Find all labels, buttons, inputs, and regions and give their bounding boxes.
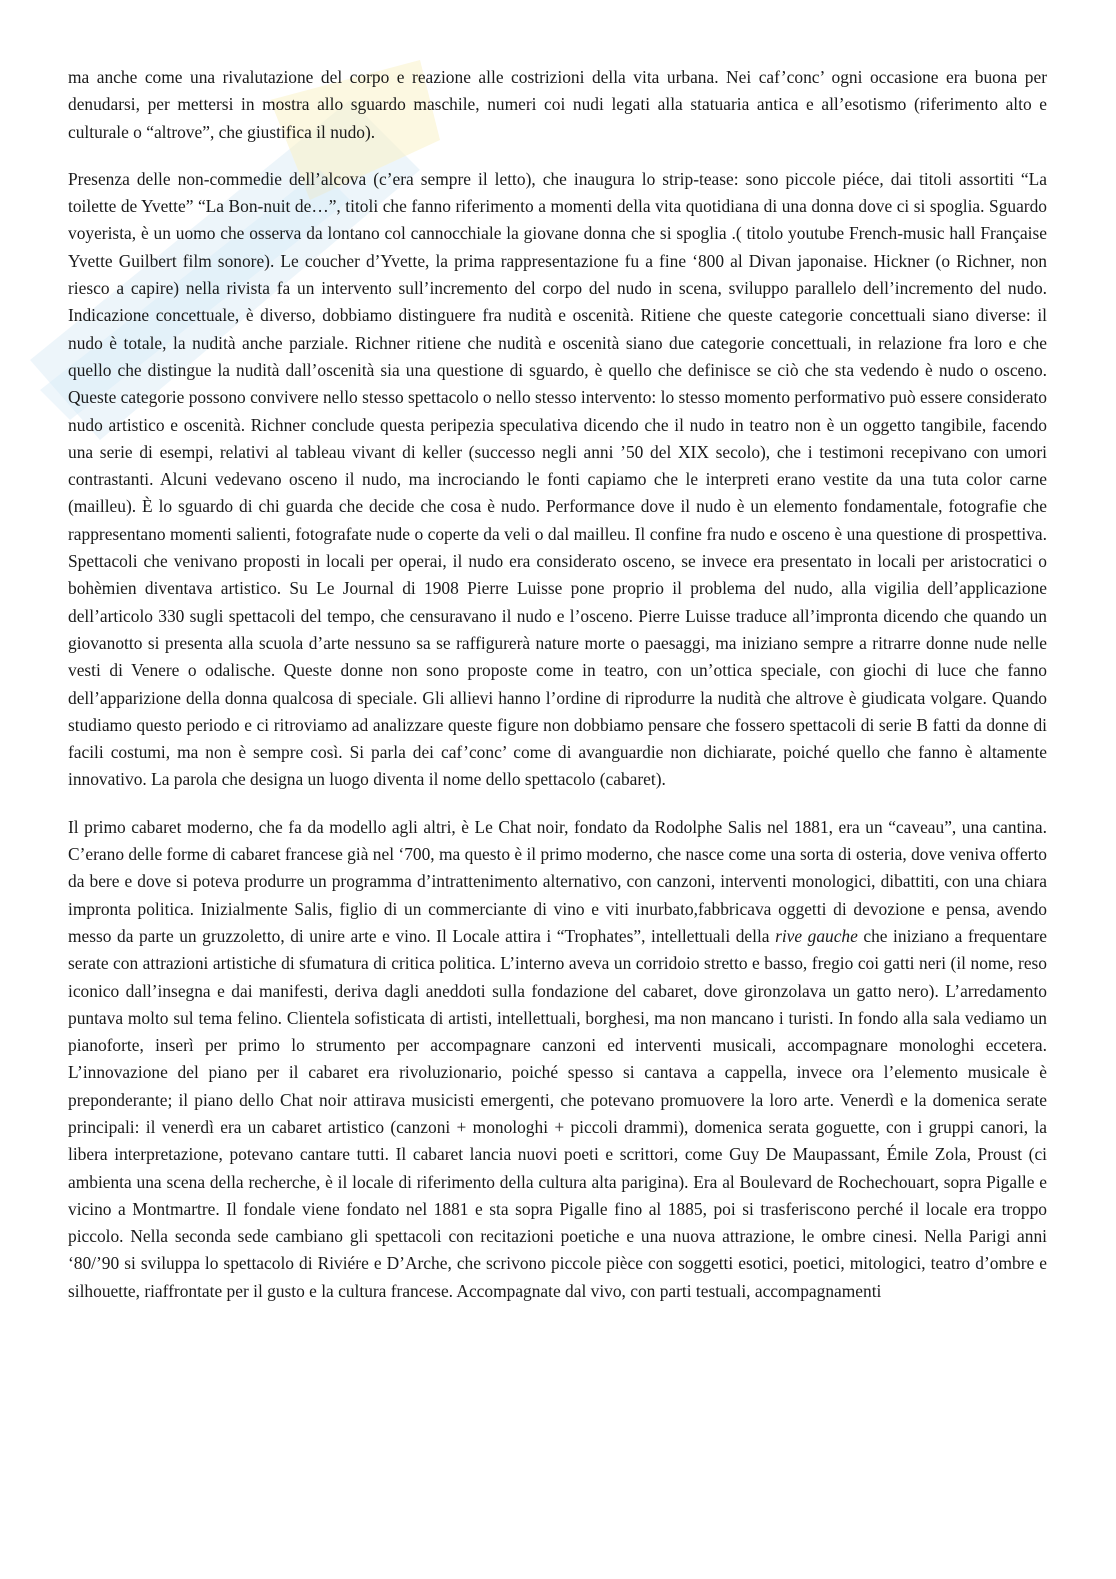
- italic-rive-gauche: rive gauche: [775, 925, 858, 946]
- paragraph-3-part-1: Il primo cabaret moderno, che fa da modello agli altri, è Le Chat noir, fondato da Rodolphe Salis nel 1881, era un “caveau”, una cantina. C’erano delle forme di cabaret francese già nel ‘700, ma questo è il primo moderno, che nasce come una sorta di osteria, dove veniva offerto da bere e dove si poteva produrre un programma d’intrattenimento alternativo, con canzoni, interventi monologici, dibattiti, con una chiara impronta politica. Inizialmente Salis, figlio di un commerciante di vino e viti inurbato,fabbricava oggetti di devozione e pensa, avendo messo da parte un gruzzoletto, di unire arte e vino. Il Locale attira i “Trophates”, intellettuali della: [68, 816, 1047, 946]
- paragraph-3-part-2: che iniziano a frequentare serate con attrazioni artistiche di sfumatura di critica politica. L’interno aveva un corridoio stretto e basso, fregio coi gatti neri (il nome, reso iconico dall’insegna e dai manifesti, deriva dagli aneddoti sulla fondazione del cabaret, dove gironzolava un gatto nero). L’arredamento puntava molto sul tema felino. Clientela sofisticata di artisti, intellettuali, borghesi, ma non mancano i turisti. In fondo alla sala vediamo un pianoforte, inserì per primo lo strumento per accompagnare canzoni ed interventi musicali, accompagnare monologhi eccetera. L’innovazione del piano per il cabaret era rivoluzionario, poiché spesso si cantava a cappella, invece ora l’elemento musicale è preponderante; il piano dello Chat noir attirava musicisti emergenti, che potevano promuovere la loro arte. Venerdì e la domenica serate principali: il venerdì era un cabaret artistico (canzoni + monologhi + piccoli drammi), domenica serata goguette, con i gruppi canori, la libera interpretazione, potevano cantare tutti. Il cabaret lancia nuovi poeti e scrittori, come Guy De Maupassant, Émile Zola, Proust (ci ambienta una scena della recherche, è il locale di riferimento della cultura alta parigina). Era al Boulevard de Rochechouart, sopra Pigalle e vicino a Montmartre. Il fondale viene fondato nel 1881 e sta sopra Pigalle fino al 1885, poi si trasferiscono perché il locale era troppo piccolo. Nella seconda sede cambiano gli spettacoli con recitazioni poetiche e una nuova attrazione, le ombre cinesi. Nella Parigi anni ‘80/’90 si sviluppa lo spettacolo di Riviére e D’Arche, che scrivono piccole pièce con soggetti esotici, poetici, mitologici, teatro d’ombre e silhouette, riaffrontate per il gusto e la cultura francese. Accompagnate dal vivo, con parti testuali, accompagnamenti: [68, 925, 1048, 1301]
- paragraph-1: ma anche come una rivalutazione del corpo e reazione alle costrizioni della vita urbana. Nei caf’conc’ ogni occasione era buona per denudarsi, per mettersi in mostra allo sguardo maschile, numeri coi nudi legati alla statuaria antica e all’esotismo (riferimento alto e culturale o “altrove”, che giustifica il nudo).: [68, 67, 1047, 142]
- document-body: [68, 64, 1047, 1325]
- paragraph-3: [68, 814, 1047, 1305]
- paragraph-2: Presenza delle non-commedie dell’alcova (c’era sempre il letto), che inaugura lo strip-tease: sono piccole piéce, dai titoli assortiti “La toilette de Yvette” “La Bon-nuit de…”, titoli che fanno riferimento a momenti della vita quotidiana di una donna dove ci si spoglia. Sguardo voyerista, è un uomo che osserva da lontano col cannocchiale la giovane donna che si spoglia .( titolo youtube French-music hall Française Yvette Guilbert film sonore). Le coucher d’Yvette, la prima rappresentazione fu a fine ‘800 al Divan japonaise. Hickner (o Richner, non riesco a capire) nella rivista fa un intervento sull’incremento del corpo del nudo in scena, sviluppo parallelo dell’incremento del nudo. Indicazione concettuale, è diverso, dobbiamo distinguere fra nudità e oscenità. Ritiene che queste categorie concettuali siano diverse: il nudo è totale, la nudità anche parziale. Richner ritiene che nudità e oscenità siano due categorie concettuali, in relazione fra loro e che quello che distingue la nudità dall’oscenità sia una questione di sguardo, è quello che definisce se ciò che sta vedendo è nudo o osceno. Queste categorie possono convivere nello stesso spettacolo o nello stesso intervento: lo stesso momento performativo può essere considerato nudo artistico e oscenità. Richner conclude questa peripezia speculativa dicendo che il nudo in teatro non è un oggetto tangibile, facendo una serie di esempi, relativi al tableau vivant di keller (successo negli anni ’50 del XIX secolo), che i testimoni recepivano con umori contrastanti. Alcuni vedevano osceno il nudo, ma incrociando le fonti capiamo che le interpreti erano vestite da una tuta color carne (mailleu). È lo sguardo di chi guarda che decide che cosa è nudo. Performance dove il nudo è un elemento fondamentale, fotografie che rappresentano momenti salienti, fotografate nude o coperte da veli o dal mailleu. Il confine fra nudo e osceno è una questione di prospettiva. Spettacoli che venivano proposti in locali per operai, il nudo era considerato osceno, se invece era presentato in locali per aristocratici o bohèmien diventava artistico. Su Le Journal di 1908 Pierre Luisse pone proprio il problema del nudo, alla vigilia dell’applicazione dell’articolo 330 sugli spettacoli del tempo, che censuravano il nudo e l’osceno. Pierre Luisse traduce all’impronta dicendo che quando un giovanotto si presenta alla scuola d’arte nessuno sa se raffigurerà nature morte o paesaggi, ma iniziano sempre a ritrarre donne nude nelle vesti di Venere o odalische. Queste donne non sono proposte come in teatro, con un’ottica speciale, con giochi di luce che fanno dell’apparizione della donna qualcosa di speciale. Gli allievi hanno l’ordine di riprodurre la nudità che altrove è giudicata volgare. Quando studiamo questo periodo e ci ritroviamo ad analizzare queste figure non dobbiamo pensare che fossero spettacoli di serie B fatti da donne di facili costumi, ma non è sempre così. Si parla dei caf’conc’ come di avanguardie non dichiarate, poiché quello che fanno è altamente innovativo. La parola che designa un luogo diventa il nome dello spettacolo (cabaret).: [68, 168, 1047, 790]
